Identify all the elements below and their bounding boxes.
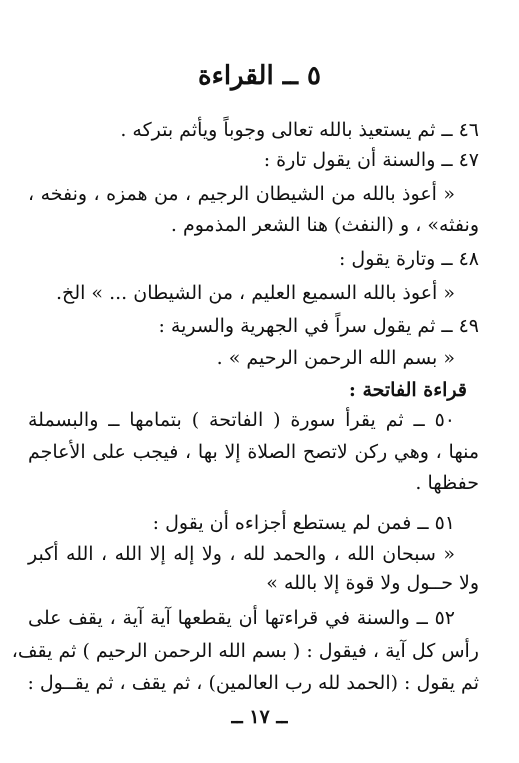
- paragraph-52-line-2: رأس كل آية ، فيقول : ( بسم الله الرحمن الرحيم ) ثم يقف،: [11, 640, 479, 662]
- quote-line-3: « أعوذ بالله السميع العليم ، من الشيطان ... » الخ.: [56, 282, 455, 304]
- subheading-fatiha: قراءة الفاتحة :: [348, 379, 467, 401]
- quote-line-5: ولا حــول ولا قوة إلا بالله »: [266, 572, 479, 594]
- paragraph-47: ٤٧ ــ والسنة أن يقول تارة :: [263, 149, 479, 171]
- paragraph-48: ٤٨ ــ وتارة يقول :: [338, 248, 479, 270]
- paragraph-50-line-3: حفظها .: [415, 472, 479, 494]
- paragraph-52-line-3: ثم يقول : (الحمد لله رب العالمين) ، ثم يقف ، ثم يقــول :: [27, 672, 479, 694]
- paragraph-50-line-2: منها ، وهي ركن لاتصح الصلاة إلا بها ، فيجب على الأعاجم: [28, 441, 479, 463]
- paragraph-49: ٤٩ ــ ثم يقول سراً في الجهرية والسرية :: [158, 315, 479, 337]
- quote-line-1: « أعوذ بالله من الشيطان الرجيم ، من همزه ، ونفخه ،: [28, 183, 455, 205]
- section-heading: ٥ ــ القراءة: [197, 61, 322, 91]
- paragraph-52: ٥٢ ــ والسنة في قراءتها أن يقطعها آية آية ، يقف على: [28, 607, 455, 629]
- paragraph-50: ٥٠ ــ ثم يقرأ سورة ( الفاتحة ) بتمامها ــ والبسملة: [28, 409, 455, 431]
- quote-basmala: « بسم الله الرحمن الرحيم » .: [216, 347, 455, 369]
- quote-line-4: « سبحان الله ، والحمد لله ، ولا إله إلا الله ، الله أكبر: [28, 543, 455, 565]
- paragraph-46: ٤٦ ــ ثم يستعيذ بالله تعالى وجوباً ويأثم بتركه .: [120, 119, 479, 141]
- quote-line-2: ونفثه» ، و (النفث) هنا الشعر المذموم .: [170, 214, 479, 236]
- paragraph-51: ٥١ ــ فمن لم يستطع أجزاءه أن يقول :: [152, 512, 455, 534]
- page-number: ــ ١٧ ــ: [231, 706, 288, 728]
